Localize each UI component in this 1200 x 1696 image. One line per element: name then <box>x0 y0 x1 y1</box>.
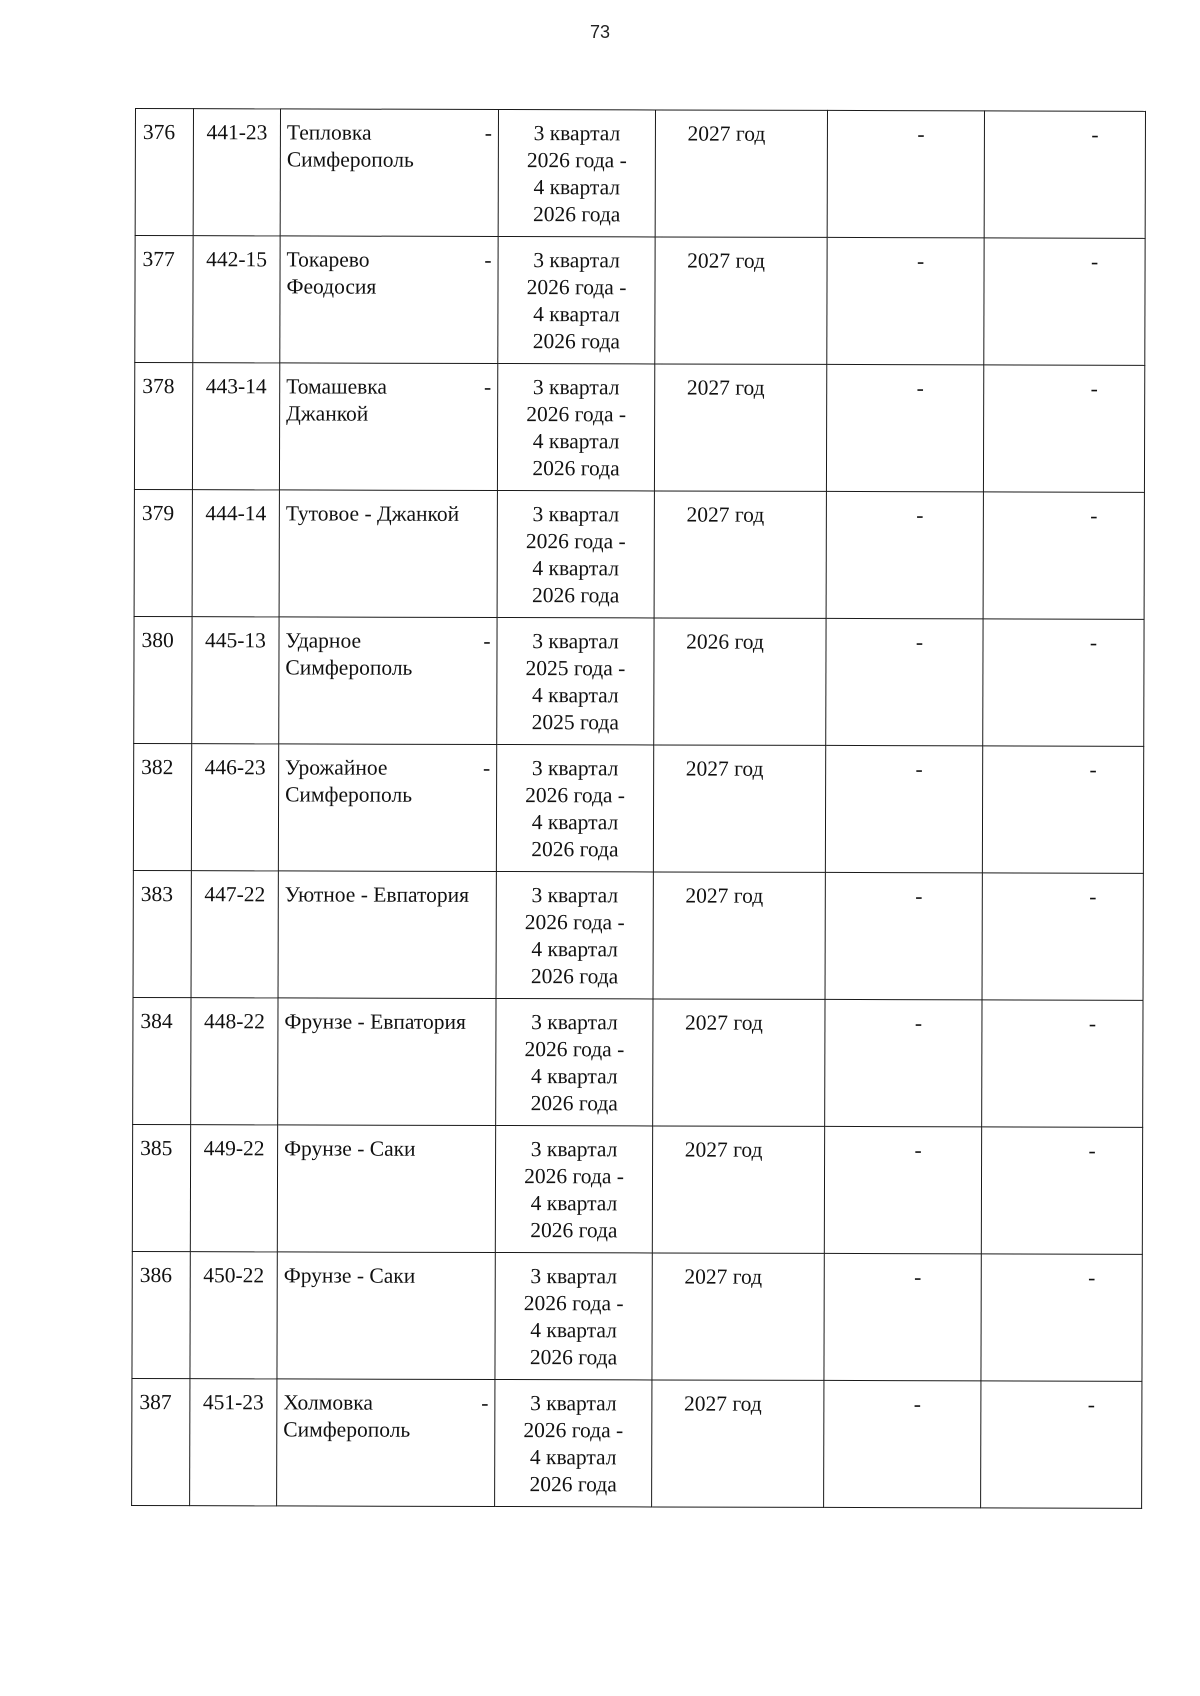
value-b-cell: - <box>981 1127 1142 1254</box>
route-name-top-line <box>284 1008 489 1036</box>
route-code-cell: 444-14 <box>192 490 279 617</box>
value-a-cell: - <box>824 1380 981 1507</box>
period-cell <box>496 999 653 1126</box>
table-row <box>132 1124 1142 1254</box>
period-line: 3 квартал <box>532 502 620 527</box>
route-code-cell: 443-14 <box>192 363 279 490</box>
table-row <box>134 489 1144 619</box>
value-a-cell: - <box>825 872 982 999</box>
route-code-cell: 441-23 <box>193 109 280 236</box>
route-destination: Симферополь <box>286 147 414 172</box>
route-schedule-table <box>131 108 1146 1509</box>
route-origin: Фрунзе - Саки <box>283 1263 416 1288</box>
period-line: 2026 года <box>530 964 619 989</box>
year-cell: 2027 год <box>655 110 827 237</box>
route-origin: Тепловка <box>286 120 372 145</box>
route-name-cell <box>277 1125 495 1253</box>
route-name-cell <box>278 744 496 872</box>
period-cell <box>496 745 653 872</box>
route-code-cell: 451-23 <box>190 1379 277 1506</box>
route-name-cell <box>278 998 496 1126</box>
route-name-cell <box>279 617 497 745</box>
period-line: 2025 года <box>531 710 619 735</box>
value-b-cell: - <box>982 873 1143 1000</box>
route-origin: Фрунзе - Евпатория <box>284 1009 466 1034</box>
route-origin: Тутовое - Джанкой <box>285 501 460 526</box>
period-line: 2025 года - <box>525 656 626 681</box>
period-line: 4 квартал <box>530 1064 618 1089</box>
value-a-cell: - <box>824 1253 981 1380</box>
year-cell: 2027 год <box>653 999 825 1126</box>
year-cell: 2027 год <box>652 1126 824 1253</box>
year-cell: 2027 год <box>652 1253 824 1380</box>
period-cell <box>495 1380 652 1507</box>
row-number-cell: 382 <box>133 743 191 870</box>
period-line: 3 квартал <box>530 1137 618 1162</box>
row-number-cell: 377 <box>135 236 193 363</box>
period-line: 2026 года - <box>526 275 627 300</box>
row-number-cell: 378 <box>134 363 192 490</box>
route-destination: Симферополь <box>283 1417 411 1442</box>
period-line: 2026 года <box>531 837 619 862</box>
year-cell: 2026 год <box>654 618 826 745</box>
period-line: 2026 года - <box>526 148 627 173</box>
period-line: 3 квартал <box>531 1010 618 1035</box>
route-separator: - <box>482 755 491 780</box>
row-number-cell: 386 <box>132 1251 190 1378</box>
value-a-cell: - <box>826 618 983 745</box>
route-name-top-line <box>287 119 492 147</box>
table-row <box>132 1378 1142 1508</box>
route-name-cell <box>277 1252 495 1380</box>
period-line: 2026 года - <box>523 1418 624 1443</box>
route-separator: - <box>481 1390 489 1415</box>
period-line: 2026 года <box>530 1091 618 1116</box>
route-origin: Ударное <box>285 628 362 653</box>
route-code-cell: 447-22 <box>191 871 278 998</box>
period-line: 3 квартал <box>533 121 621 146</box>
year-cell: 2027 год <box>653 872 825 999</box>
period-line: 2026 года <box>532 329 621 354</box>
period-line: 2026 года - <box>524 1037 625 1062</box>
route-code-cell: 442-15 <box>193 236 280 363</box>
route-destination: Джанкой <box>286 401 369 426</box>
row-number-cell: 376 <box>135 109 193 236</box>
route-name-top-line <box>283 1389 488 1417</box>
route-code-cell: 448-22 <box>191 998 278 1125</box>
value-b-cell: - <box>982 1000 1143 1127</box>
route-separator: - <box>484 247 492 272</box>
route-destination: Феодосия <box>286 274 377 299</box>
table-row <box>133 997 1143 1127</box>
value-a-cell: - <box>824 1126 981 1253</box>
period-cell <box>497 364 654 491</box>
row-number-cell: 379 <box>134 489 192 616</box>
period-line: 4 квартал <box>531 937 618 962</box>
year-cell: 2027 год <box>654 364 826 491</box>
period-line: 2026 года - <box>525 529 626 554</box>
year-cell: 2027 год <box>654 491 826 618</box>
route-separator: - <box>484 374 492 399</box>
period-line: 2026 года - <box>523 1291 624 1316</box>
table-row <box>135 109 1145 239</box>
table-row <box>132 1251 1142 1381</box>
period-line: 4 квартал <box>533 302 620 327</box>
route-name-cell <box>279 490 497 618</box>
table-row <box>133 743 1143 873</box>
page-number: 73 <box>589 22 611 42</box>
route-separator: - <box>484 120 492 145</box>
period-cell <box>497 618 654 745</box>
period-line: 2026 года <box>529 1472 617 1497</box>
value-b-cell: - <box>983 492 1144 619</box>
value-b-cell: - <box>983 365 1144 492</box>
route-destination: Симферополь <box>285 782 413 807</box>
period-cell <box>495 1253 652 1380</box>
route-name-top-line <box>284 1135 489 1163</box>
table-body <box>132 109 1146 1509</box>
row-number-cell: 383 <box>133 870 191 997</box>
year-cell: 2027 год <box>653 745 825 872</box>
period-line: 2026 года - <box>525 783 626 808</box>
route-destination: Симферополь <box>285 655 413 680</box>
value-a-cell: - <box>826 491 983 618</box>
route-code-cell: 450-22 <box>190 1252 277 1379</box>
route-code-cell: 445-13 <box>192 617 279 744</box>
route-origin: Токарево <box>286 247 370 272</box>
route-code-cell: 449-22 <box>190 1125 277 1252</box>
route-name-cell <box>277 1379 495 1507</box>
route-origin: Томашевка <box>286 374 388 399</box>
row-number-cell: 380 <box>134 616 192 743</box>
table-row <box>134 616 1144 746</box>
value-a-cell: - <box>826 364 983 491</box>
year-cell: 2027 год <box>652 1380 824 1507</box>
route-origin: Урожайное <box>285 755 388 780</box>
table-row <box>135 236 1145 366</box>
period-line: 3 квартал <box>532 629 619 654</box>
route-name-top-line <box>284 1262 489 1290</box>
period-line: 4 квартал <box>532 556 620 581</box>
route-origin: Фрунзе - Саки <box>284 1136 416 1161</box>
table-row <box>134 363 1144 493</box>
period-line: 2026 года <box>533 202 621 227</box>
value-b-cell: - <box>981 1254 1142 1381</box>
value-b-cell: - <box>984 111 1145 238</box>
row-number-cell: 384 <box>133 997 191 1124</box>
route-separator: - <box>483 628 491 653</box>
route-name-top-line <box>285 881 490 909</box>
value-b-cell: - <box>983 619 1144 746</box>
route-name-top-line <box>285 754 490 782</box>
table-row <box>133 870 1143 1000</box>
period-line: 4 квартал <box>532 683 619 708</box>
period-line: 3 квартал <box>531 756 619 781</box>
row-number-cell: 385 <box>132 1124 190 1251</box>
value-a-cell: - <box>825 745 982 872</box>
route-name-cell <box>278 871 496 999</box>
period-line: 4 квартал <box>529 1445 617 1470</box>
period-line: 4 квартал <box>532 429 620 454</box>
route-name-top-line <box>285 627 490 655</box>
period-cell <box>498 237 655 364</box>
period-line: 3 квартал <box>533 248 620 273</box>
route-origin: Уютное - Евпатория <box>284 882 470 907</box>
value-a-cell: - <box>825 999 982 1126</box>
value-b-cell: - <box>982 746 1143 873</box>
route-name-cell <box>279 363 497 491</box>
period-line: 3 квартал <box>532 375 620 400</box>
row-number-cell: 387 <box>132 1378 190 1505</box>
period-line: 4 квартал <box>530 1318 617 1343</box>
period-line: 3 квартал <box>530 1264 618 1289</box>
route-name-top-line <box>286 373 491 401</box>
route-code-cell: 446-23 <box>191 744 278 871</box>
period-line: 2026 года <box>530 1218 618 1243</box>
period-line: 4 квартал <box>531 810 619 835</box>
period-cell <box>497 491 654 618</box>
value-a-cell: - <box>827 237 984 364</box>
period-line: 3 квартал <box>530 1391 617 1416</box>
route-name-cell <box>280 236 498 364</box>
value-b-cell: - <box>984 238 1145 365</box>
period-cell <box>495 1126 652 1253</box>
period-line: 4 квартал <box>533 175 621 200</box>
period-line: 2026 года <box>531 583 620 608</box>
route-name-cell <box>280 109 498 237</box>
period-line: 2026 года <box>529 1345 618 1370</box>
period-cell <box>498 110 655 237</box>
route-origin: Холмовка <box>283 1390 373 1415</box>
period-line: 3 квартал <box>531 883 619 908</box>
year-cell: 2027 год <box>655 237 827 364</box>
route-name-top-line <box>286 500 491 528</box>
period-cell <box>496 872 653 999</box>
value-b-cell: - <box>981 1381 1142 1508</box>
period-line: 2026 года - <box>524 910 625 935</box>
period-line: 4 квартал <box>530 1191 618 1216</box>
period-line: 2026 года - <box>526 402 627 427</box>
value-a-cell: - <box>827 110 984 237</box>
period-line: 2026 года <box>532 456 620 481</box>
period-line: 2026 года - <box>524 1164 624 1189</box>
route-name-top-line <box>287 246 492 274</box>
